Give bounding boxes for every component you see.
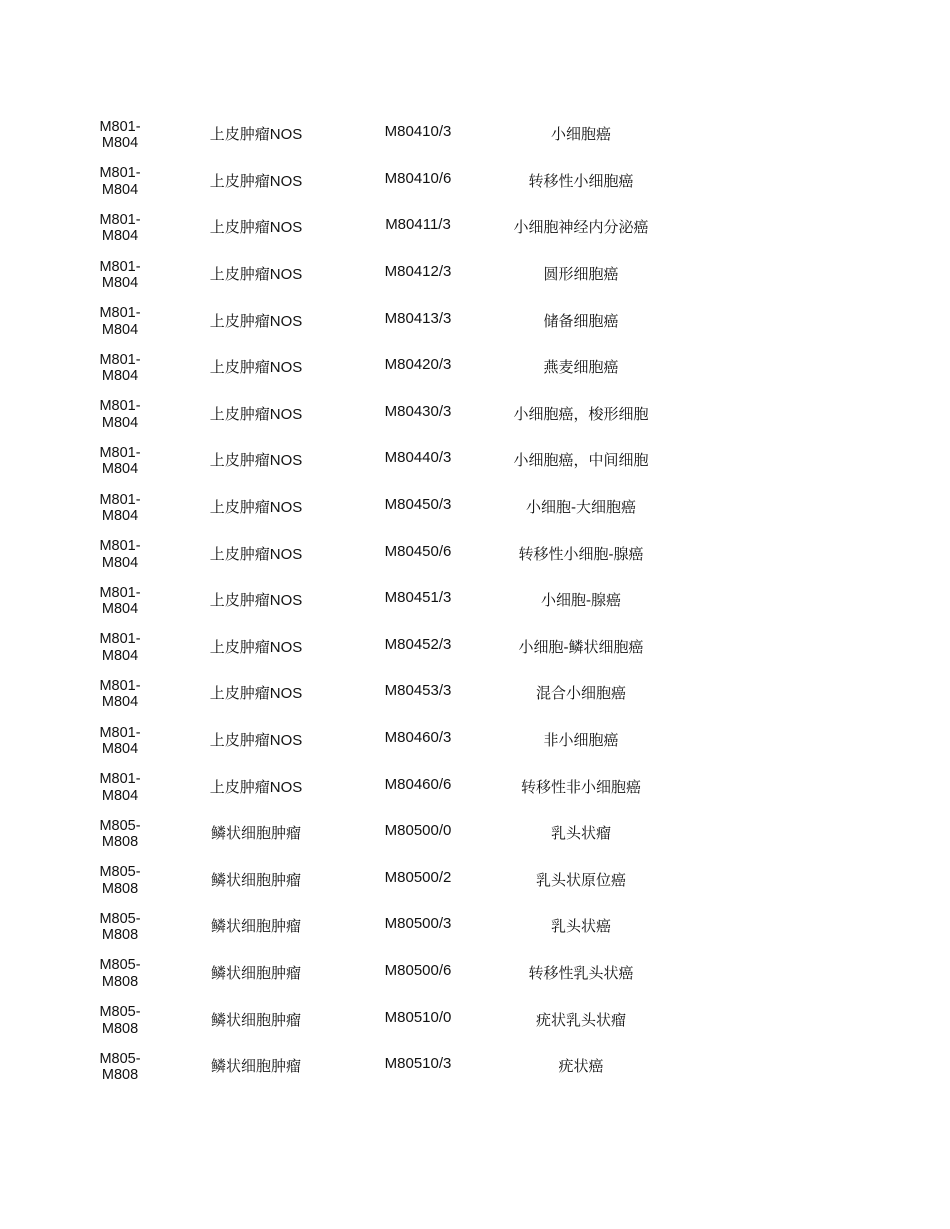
group-cell: 鳞状细胞肿瘤 (210, 1011, 301, 1029)
name-cell: 小细胞神经内分泌癌 (513, 219, 649, 237)
code-cell: M80412/3 (384, 263, 452, 281)
name-cell: 疣状乳头状瘤 (535, 1011, 626, 1029)
group-cell: 上皮肿瘤NOS (209, 219, 303, 237)
table-row (70, 298, 690, 345)
range-cell: M801- M804 (99, 211, 141, 245)
name-cell: 转移性小细胞癌 (528, 172, 634, 190)
code-cell: M80420/3 (384, 356, 452, 374)
name-cell: 燕麦细胞癌 (543, 359, 619, 377)
group-cell: 鳞状细胞肿瘤 (210, 964, 301, 982)
code-cell: M80450/6 (384, 542, 452, 560)
range-cell: M801- M804 (99, 351, 141, 385)
table-row (70, 252, 690, 299)
name-cell: 乳头状瘤 (550, 825, 611, 843)
range-cell: M805- M808 (99, 957, 141, 990)
table-row (70, 159, 690, 206)
range-cell: M801- M804 (99, 398, 141, 431)
table-row (70, 811, 690, 858)
code-cell: M80460/6 (384, 775, 452, 793)
name-cell: 小细胞-腺癌 (541, 592, 621, 610)
group-cell: 上皮肿瘤NOS (209, 172, 303, 190)
group-cell: 上皮肿瘤NOS (209, 359, 303, 377)
table-row (70, 205, 690, 252)
table-row (70, 764, 690, 811)
group-cell: 上皮肿瘤NOS (209, 266, 303, 284)
code-cell: M80411/3 (385, 216, 451, 234)
range-cell: M801- M804 (99, 631, 141, 664)
name-cell: 圆形细胞癌 (543, 266, 619, 284)
group-cell: 上皮肿瘤NOS (209, 778, 303, 796)
code-cell: M80510/0 (384, 1008, 452, 1026)
name-cell: 储备细胞癌 (543, 312, 619, 330)
table-row (70, 718, 690, 765)
name-cell: 小细胞癌，中间细胞 (513, 452, 649, 470)
table-row (70, 671, 690, 718)
range-cell: M805- M808 (99, 817, 141, 851)
table-row (70, 531, 690, 578)
range-cell: M805- M808 (99, 1004, 141, 1037)
code-cell: M80410/3 (384, 123, 452, 141)
name-cell: 小细胞癌 (550, 126, 611, 144)
code-cell: M80430/3 (384, 402, 452, 420)
group-cell: 上皮肿瘤NOS (209, 685, 303, 703)
range-cell: M805- M808 (99, 1050, 141, 1084)
group-cell: 鳞状细胞肿瘤 (210, 871, 301, 889)
range-cell: M801- M804 (99, 165, 141, 198)
range-cell: M801- M804 (99, 305, 141, 338)
table-row (70, 345, 690, 392)
group-cell: 上皮肿瘤NOS (209, 499, 303, 517)
range-cell: M805- M808 (99, 910, 141, 944)
range-cell: M801- M804 (99, 677, 141, 711)
table-row (70, 858, 690, 905)
code-cell: M80500/2 (384, 868, 452, 886)
code-cell: M80410/6 (384, 169, 452, 187)
name-cell: 混合小细胞癌 (535, 685, 626, 703)
range-cell: M805- M808 (99, 864, 141, 897)
name-cell: 转移性小细胞-腺癌 (518, 545, 644, 563)
code-cell: M80451/3 (384, 589, 452, 607)
group-cell: 上皮肿瘤NOS (209, 126, 303, 144)
group-cell: 上皮肿瘤NOS (209, 638, 303, 656)
group-cell: 上皮肿瘤NOS (209, 592, 303, 610)
range-cell: M801- M804 (99, 771, 141, 804)
group-cell: 上皮肿瘤NOS (209, 452, 303, 470)
range-cell: M801- M804 (99, 118, 141, 152)
code-cell: M80452/3 (384, 635, 452, 653)
code-cell: M80510/3 (384, 1055, 452, 1073)
range-cell: M801- M804 (99, 724, 141, 758)
name-cell: 转移性非小细胞癌 (520, 778, 641, 796)
table-row (70, 1044, 690, 1091)
code-cell: M80440/3 (384, 449, 452, 467)
group-cell: 鳞状细胞肿瘤 (210, 825, 301, 843)
table-row (70, 904, 690, 951)
name-cell: 小细胞癌，梭形细胞 (513, 405, 649, 423)
range-cell: M801- M804 (99, 444, 141, 478)
name-cell: 小细胞-大细胞癌 (526, 499, 636, 517)
name-cell: 转移性乳头状癌 (528, 964, 634, 982)
table-row (70, 951, 690, 998)
code-cell: M80460/3 (384, 729, 452, 747)
name-cell: 乳头状癌 (550, 918, 611, 936)
table-row (70, 578, 690, 625)
name-cell: 非小细胞癌 (543, 732, 619, 750)
group-cell: 上皮肿瘤NOS (209, 545, 303, 563)
table-row (70, 997, 690, 1044)
name-cell: 小细胞-鳞状细胞癌 (518, 638, 644, 656)
group-cell: 上皮肿瘤NOS (209, 312, 303, 330)
group-cell: 鳞状细胞肿瘤 (210, 1058, 301, 1076)
range-cell: M801- M804 (99, 258, 141, 292)
name-cell: 疣状癌 (558, 1058, 604, 1076)
range-cell: M801- M804 (99, 584, 141, 618)
table-row (70, 625, 690, 672)
name-cell: 乳头状原位癌 (535, 871, 626, 889)
group-cell: 上皮肿瘤NOS (209, 405, 303, 423)
table-row (70, 438, 690, 485)
group-cell: 鳞状细胞肿瘤 (210, 918, 301, 936)
table-row (70, 485, 690, 532)
code-cell: M80453/3 (384, 682, 452, 700)
code-cell: M80413/3 (384, 309, 452, 327)
code-cell: M80500/3 (384, 915, 452, 933)
code-cell: M80450/3 (384, 496, 452, 514)
code-cell: M80500/0 (384, 822, 452, 840)
table-row (70, 392, 690, 439)
morphology-code-table (70, 112, 690, 1090)
range-cell: M801- M804 (99, 491, 141, 525)
table-row (70, 112, 690, 159)
code-cell: M80500/6 (384, 961, 452, 979)
group-cell: 上皮肿瘤NOS (209, 732, 303, 750)
range-cell: M801- M804 (99, 538, 141, 571)
